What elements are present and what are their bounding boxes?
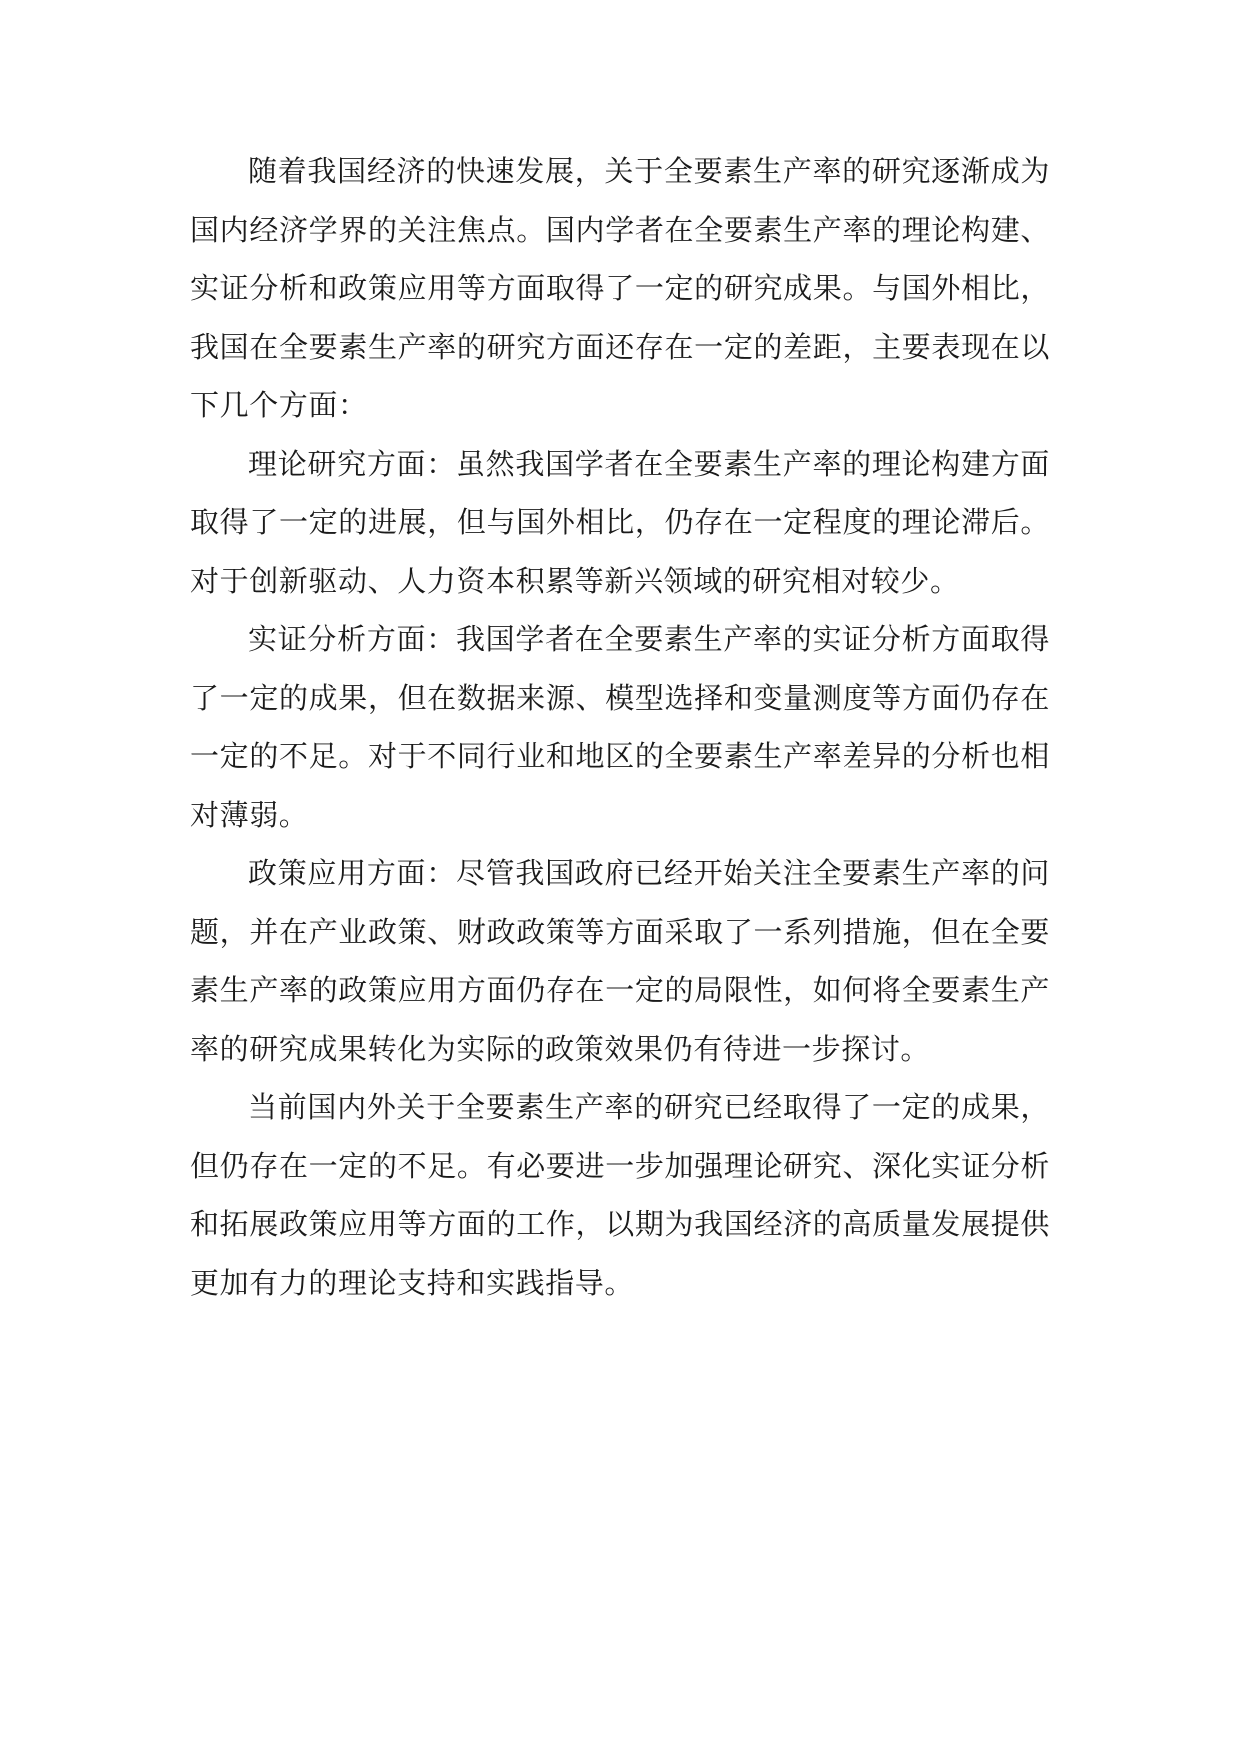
paragraph-policy: 政策应用方面：尽管我国政府已经开始关注全要素生产率的问题，并在产业政策、财政政策等方面采取了一系列措施，但在全要素生产率的政策应用方面仍存在一定的局限性，如何将全要素生产率的研究成果转化为实际的政策效果仍有待进一步探讨。 xyxy=(190,856,1050,1066)
document-body xyxy=(190,142,1050,1312)
paragraph-conclusion: 当前国内外关于全要素生产率的研究已经取得了一定的成果，但仍存在一定的不足。有必要进一步加强理论研究、深化实证分析和拓展政策应用等方面的工作，以期为我国经济的高质量发展提供更加有力的理论支持和实践指导。 xyxy=(190,1090,1050,1300)
paragraph-theory: 理论研究方面：虽然我国学者在全要素生产率的理论构建方面取得了一定的进展，但与国外相比，仍存在一定程度的理论滞后。对于创新驱动、人力资本积累等新兴领域的研究相对较少。 xyxy=(190,446,1050,598)
paragraph-empirical: 实证分析方面：我国学者在全要素生产率的实证分析方面取得了一定的成果，但在数据来源、模型选择和变量测度等方面仍存在一定的不足。对于不同行业和地区的全要素生产率差异的分析也相对薄弱。 xyxy=(190,622,1050,832)
paragraph-intro: 随着我国经济的快速发展，关于全要素生产率的研究逐渐成为国内经济学界的关注焦点。国内学者在全要素生产率的理论构建、实证分析和政策应用等方面取得了一定的研究成果。与国外相比，我国在全要素生产率的研究方面还存在一定的差距，主要表现在以下几个方面： xyxy=(190,154,1050,422)
